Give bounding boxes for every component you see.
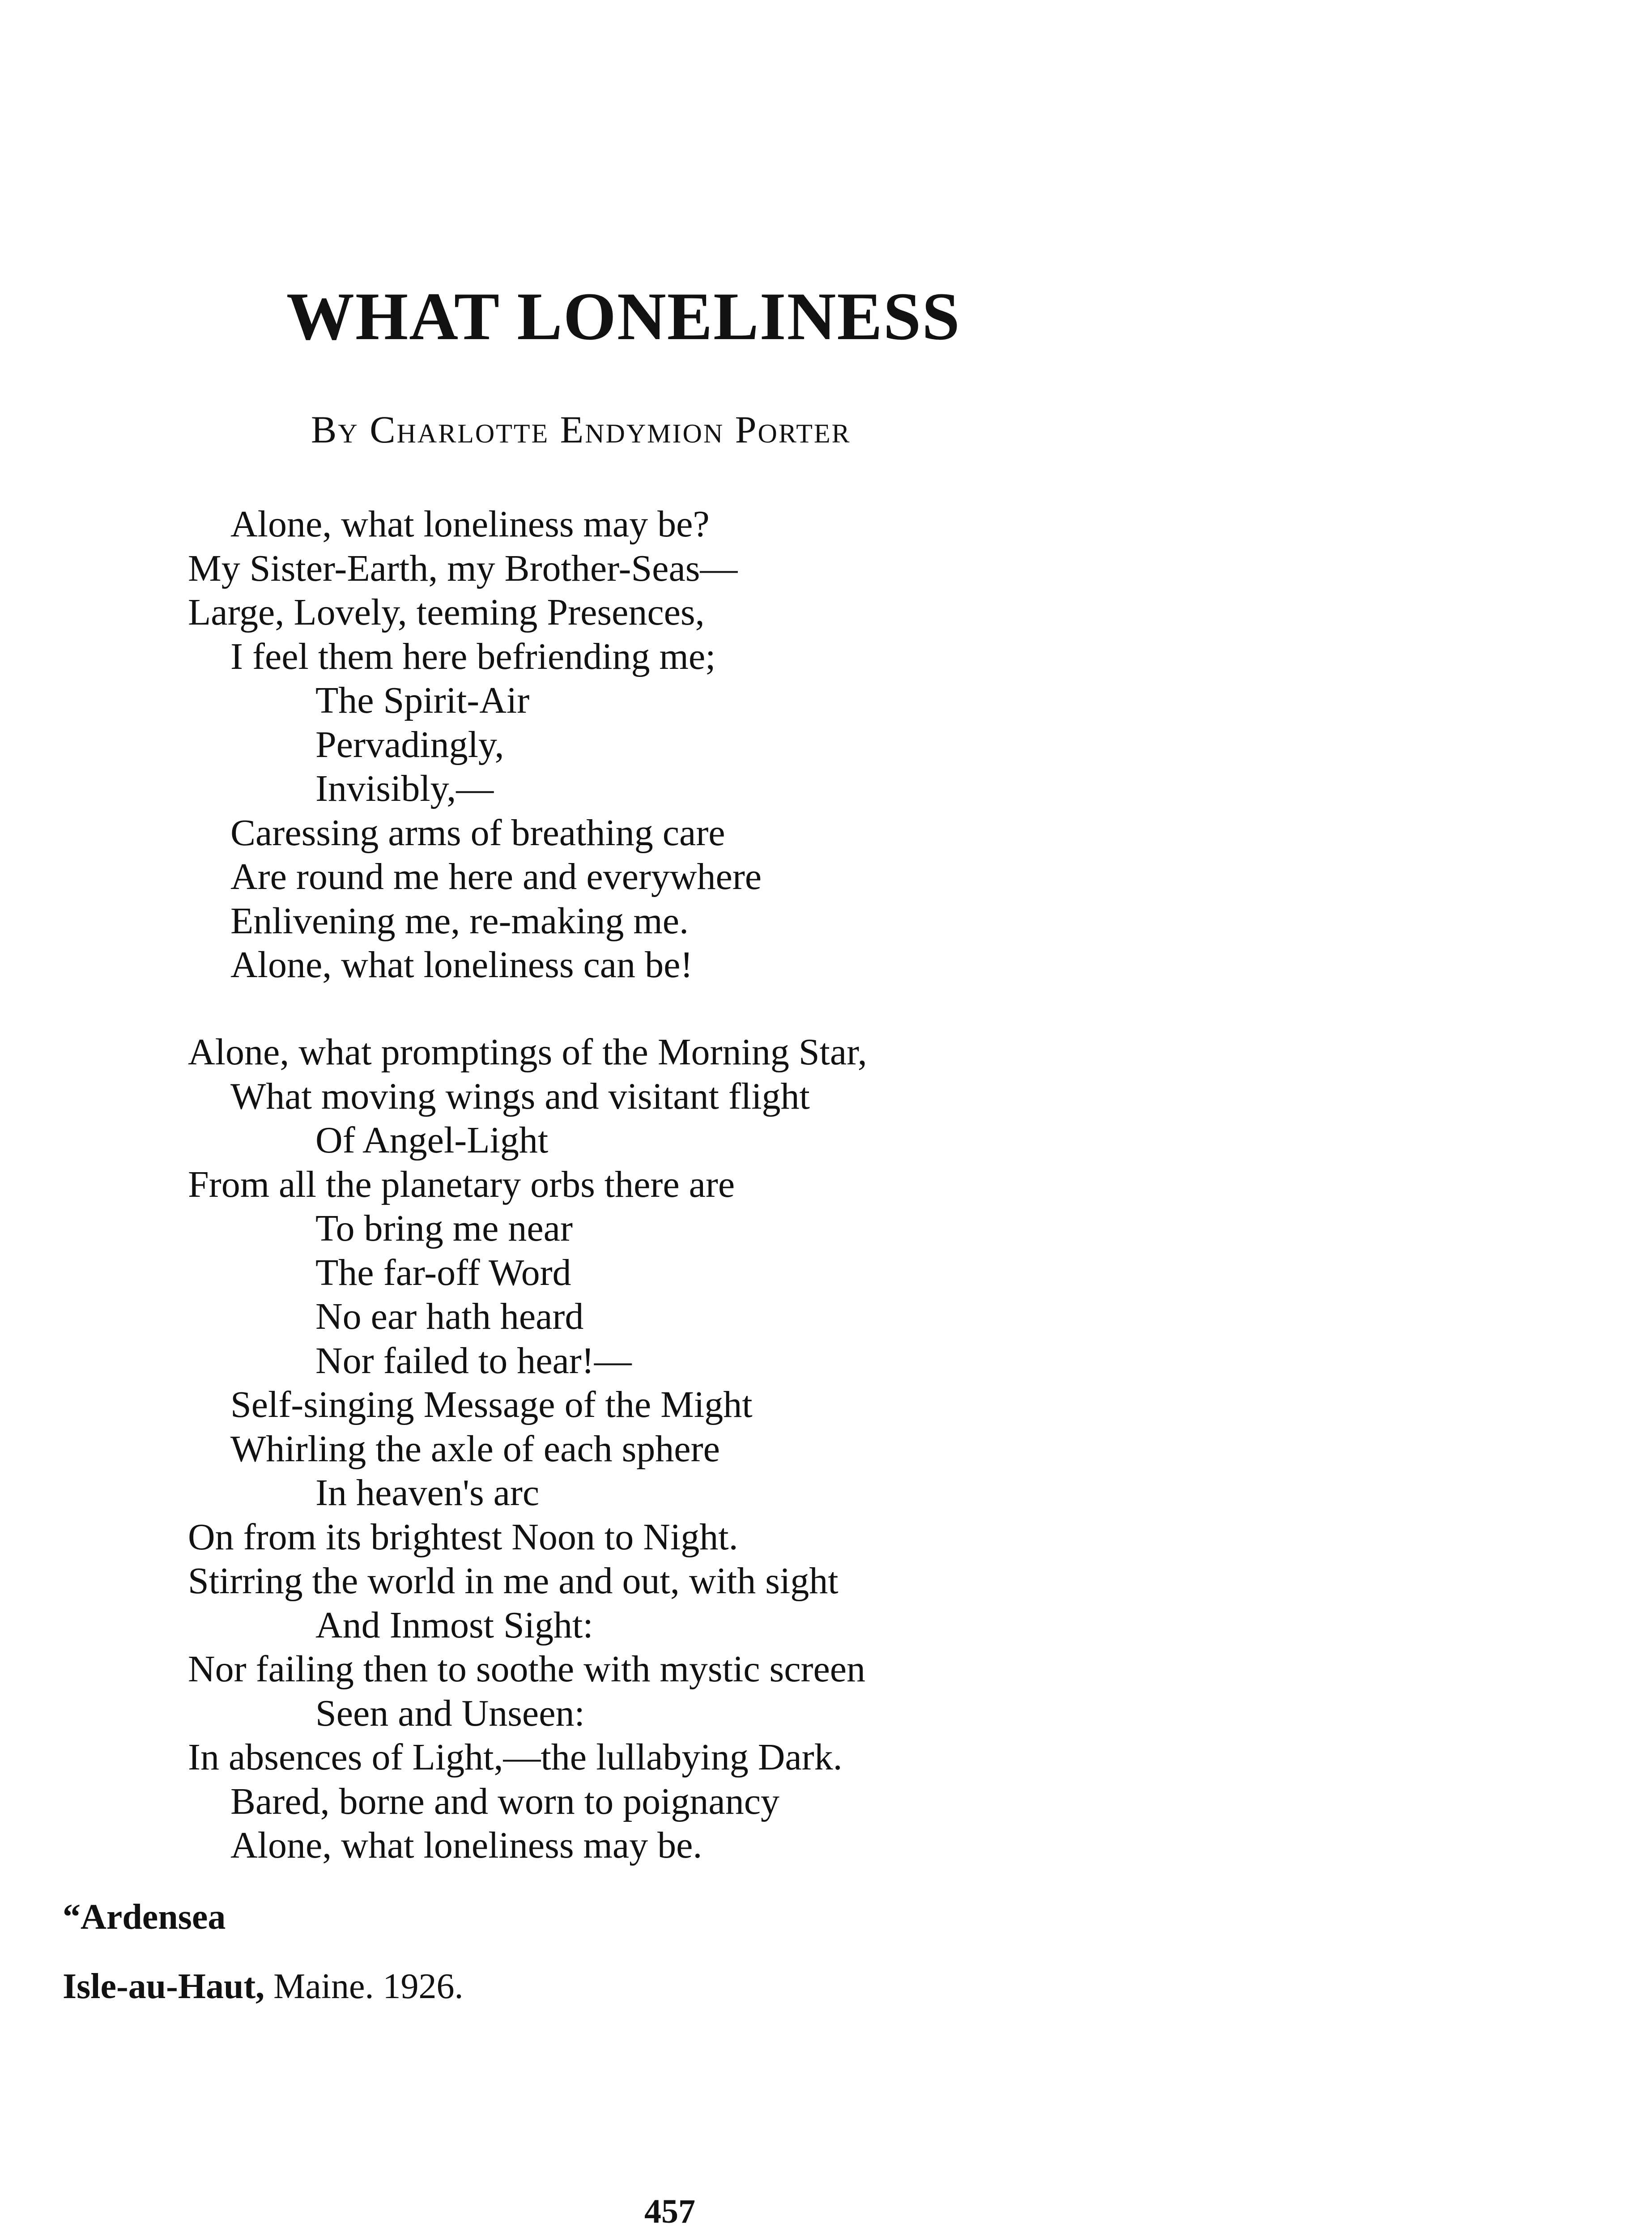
poem-line: The Spirit-Air [315, 680, 530, 721]
poem-line: I feel them here befriending me; [230, 635, 716, 677]
place-line-1 [63, 1899, 226, 1935]
poem-line: The far-off Word [315, 1251, 571, 1293]
poem-line: Alone, what loneliness can be! [230, 944, 693, 986]
poem-line: Pervadingly, [315, 723, 504, 766]
poem-line: Enlivening me, re-making me. [230, 900, 689, 942]
poem-title: WHAT LONELINESS [286, 279, 961, 354]
poem-line: No ear hath heard [315, 1296, 584, 1337]
poem-line: Large, Lovely, teeming Presences, [188, 591, 705, 633]
poem-line: Caressing arms of breathing care [230, 812, 725, 854]
poem-line: Seen and Unseen: [315, 1692, 585, 1734]
poem-line: Invisibly,— [315, 768, 494, 809]
poem-line: In heaven's arc [315, 1472, 540, 1514]
poem-line: From all the planetary orbs there are [188, 1163, 735, 1205]
poem-line: My Sister-Earth, my Brother-Seas— [188, 547, 738, 589]
poem-line: What moving wings and visitant flight [230, 1075, 810, 1117]
place-date: Maine. 1926. [264, 1967, 464, 2006]
place-line-2 [63, 1969, 464, 2004]
poem-line: Bared, borne and worn to poignancy [230, 1780, 779, 1822]
poem-line: Alone, what loneliness may be? [230, 503, 710, 545]
poem-line: Are round me here and everywhere [230, 856, 762, 897]
poem-line: In absences of Light,—the lullabying Dark. [188, 1736, 843, 1778]
poem-line: And Inmost Sight: [315, 1604, 593, 1646]
poem-line: Nor failing then to soothe with mystic screen [188, 1648, 866, 1690]
place-island: Isle-au-Haut, [63, 1967, 265, 2006]
poem-line: Whirling the axle of each sphere [230, 1428, 720, 1470]
poem-line: To bring me near [315, 1208, 573, 1249]
poem-line: Alone, what promptings of the Morning Star, [188, 1031, 867, 1073]
poem-line: On from its brightest Noon to Night. [188, 1516, 738, 1558]
poem-line: Of Angel-Light [315, 1119, 549, 1161]
poem-line: Alone, what loneliness may be. [230, 1824, 703, 1866]
poem-line: Self-singing Message of the Might [230, 1384, 753, 1425]
poem-line: Nor failed to hear!— [315, 1340, 632, 1382]
poem-line: Stirring the world in me and out, with sight [188, 1560, 839, 1602]
place-name: “Ardensea [63, 1897, 226, 1937]
author-byline: By Charlotte Endymion Porter [311, 408, 851, 451]
page-number: 457 [644, 2193, 695, 2230]
